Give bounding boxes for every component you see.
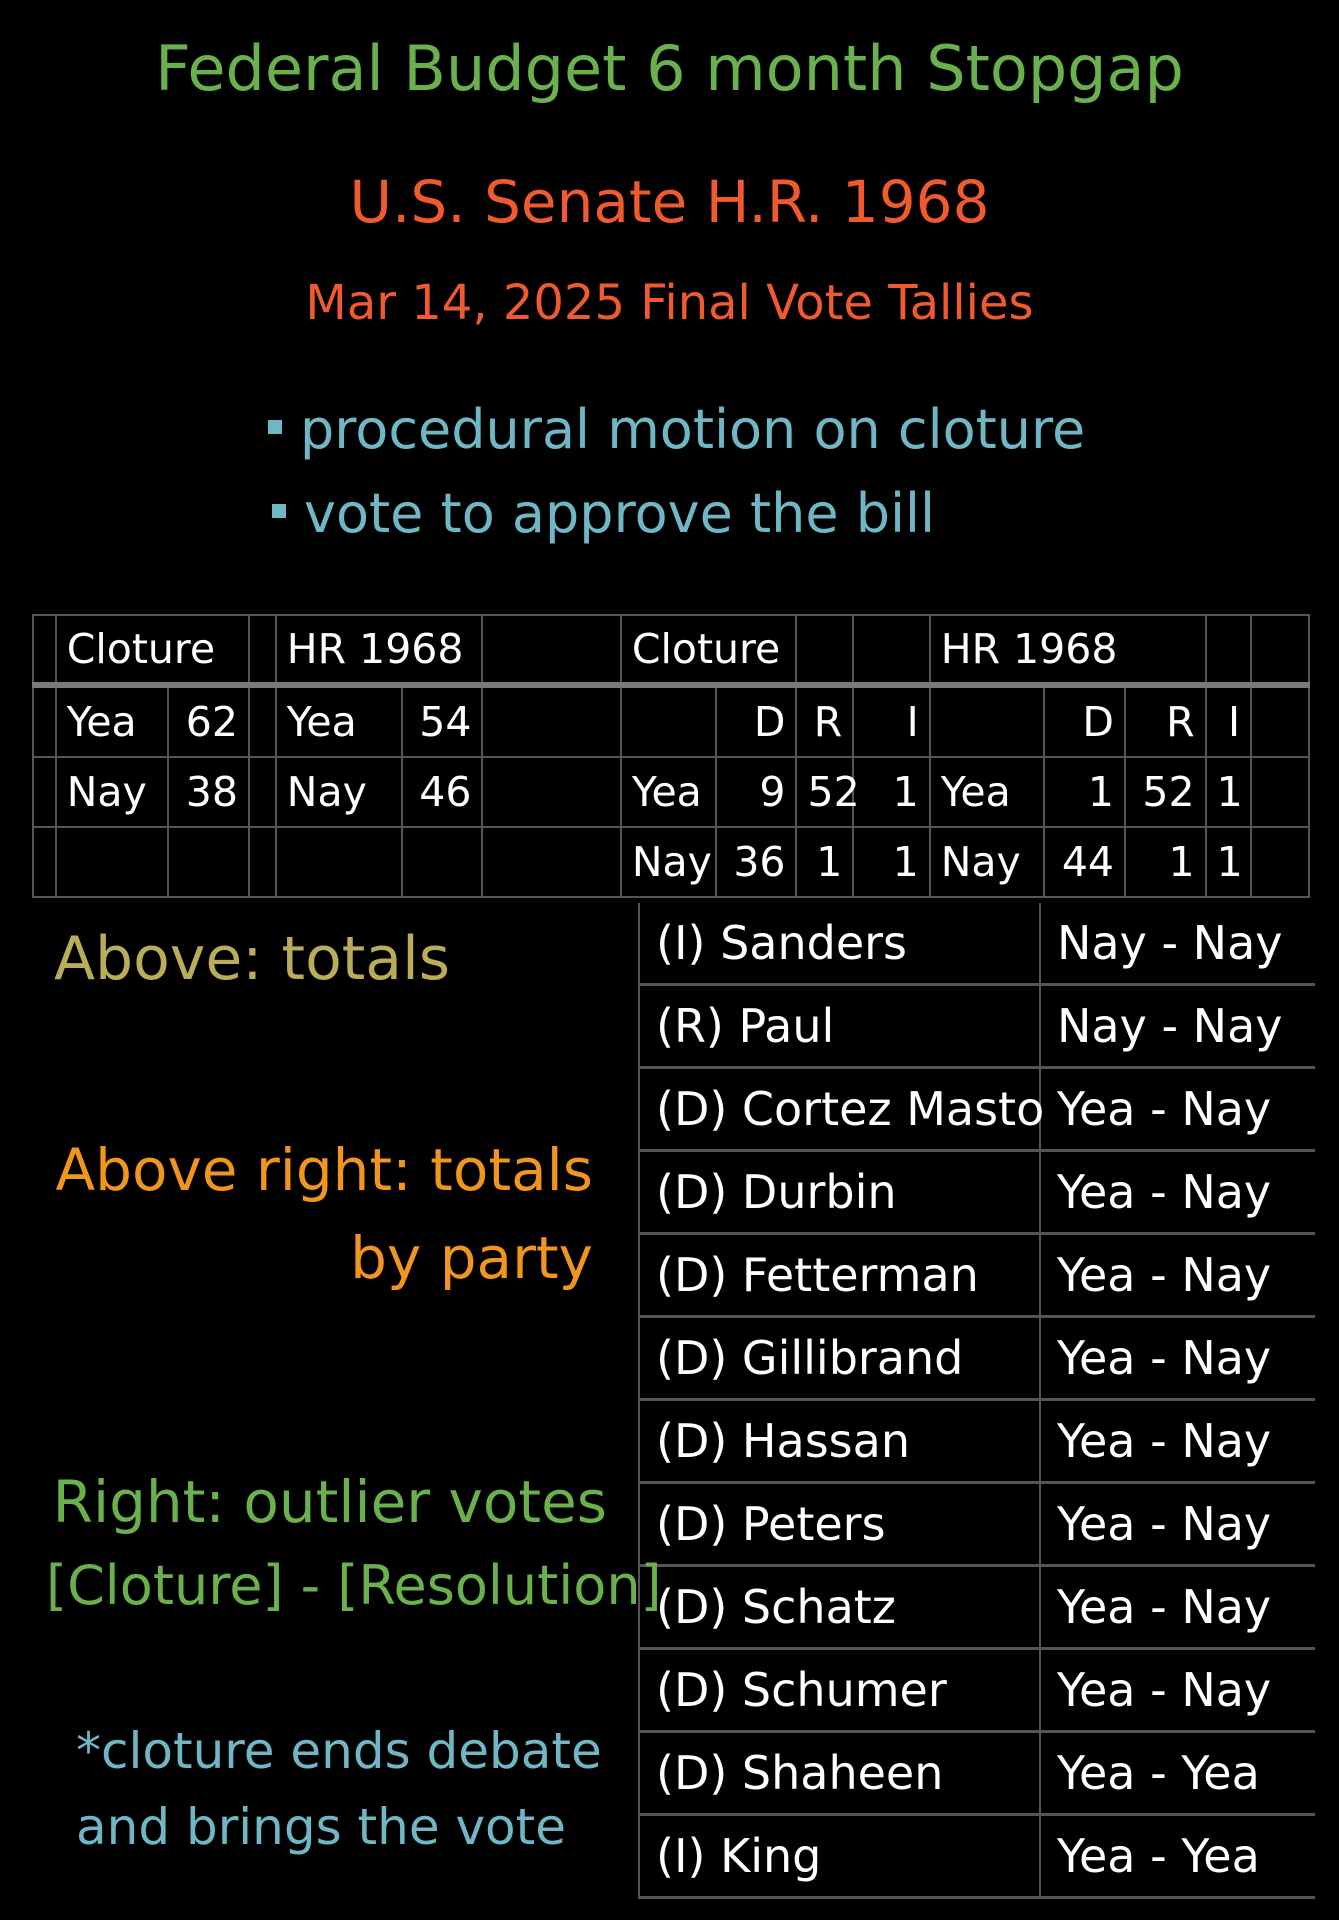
vote-tally-table: [32, 614, 1310, 898]
note-cloture: *cloture ends debate: [76, 1722, 602, 1780]
tally-cell: 62: [168, 685, 249, 757]
tally-cell: [402, 827, 483, 897]
bullet-text: vote to approve the bill: [304, 482, 936, 545]
senator-vote: Yea - Nay: [1040, 1649, 1315, 1732]
page-title: Federal Budget 6 month Stopgap: [155, 32, 1184, 105]
note-above: Above: totals: [54, 924, 451, 994]
tally-cell: Nay: [621, 827, 716, 897]
note-cloture-cont: and brings the vote: [76, 1798, 567, 1856]
tally-cell: 44: [1044, 827, 1125, 897]
tally-cell: D: [716, 685, 797, 757]
note-above-right-cont: by party: [350, 1224, 593, 1292]
senator-name: (I) Sanders: [639, 903, 1040, 985]
senator-name: (D) Schumer: [639, 1649, 1040, 1732]
tally-cell: Nay: [56, 757, 169, 827]
tally-cell: Yea: [930, 757, 1045, 827]
tally-row: [33, 827, 1309, 897]
bullet-text: procedural motion on cloture: [300, 398, 1086, 461]
tally-cell: R: [796, 685, 853, 757]
outlier-row: [639, 1400, 1315, 1483]
senator-name: (D) Shaheen: [639, 1732, 1040, 1815]
tally-cell: Yea: [56, 685, 169, 757]
senator-vote: Yea - Nay: [1040, 1566, 1315, 1649]
tally-cell: HR 1968: [930, 615, 1206, 685]
senator-vote: Nay - Nay: [1040, 903, 1315, 985]
senator-name: (D) Cortez Masto: [639, 1068, 1040, 1151]
tally-cell: [168, 827, 249, 897]
tally-cell: R: [1125, 685, 1206, 757]
tally-cell: 52: [796, 757, 853, 827]
tally-cell: [56, 827, 169, 897]
tally-cell: 52: [1125, 757, 1206, 827]
note-right: Right: outlier votes: [52, 1468, 607, 1536]
tally-cell: HR 1968: [276, 615, 483, 685]
outlier-row: [639, 1317, 1315, 1400]
tally-row: [33, 757, 1309, 827]
page-subtitle: U.S. Senate H.R. 1968: [349, 168, 990, 236]
tally-cell: 36: [716, 827, 797, 897]
tally-cell: 1: [853, 757, 929, 827]
tally-row: [33, 685, 1309, 757]
tally-cell: Cloture: [621, 615, 797, 685]
outlier-row: [639, 1649, 1315, 1732]
tally-cell: Cloture: [56, 615, 249, 685]
outlier-row: [639, 903, 1315, 985]
outlier-row: [639, 985, 1315, 1068]
outlier-row: [639, 1068, 1315, 1151]
note-above-right: Above right: totals: [55, 1136, 593, 1204]
senator-name: (I) King: [639, 1815, 1040, 1898]
note-right-legend: [Cloture] - [Resolution]: [46, 1554, 662, 1617]
tally-cell: 1: [853, 827, 929, 897]
senator-name: (D) Durbin: [639, 1151, 1040, 1234]
tally-cell: 1: [796, 827, 853, 897]
tally-cell: D: [1044, 685, 1125, 757]
bullet-item: [272, 482, 935, 545]
senator-vote: Yea - Nay: [1040, 1483, 1315, 1566]
bullet-square-icon: [272, 504, 286, 518]
outlier-row: [639, 1732, 1315, 1815]
senator-name: (D) Fetterman: [639, 1234, 1040, 1317]
tally-cell: Yea: [276, 685, 402, 757]
tally-cell: Yea: [621, 757, 716, 827]
outlier-row: [639, 1483, 1315, 1566]
senator-vote: Yea - Nay: [1040, 1234, 1315, 1317]
tally-cell: 54: [402, 685, 483, 757]
tally-header-row: [33, 615, 1309, 685]
tally-cell: [276, 827, 402, 897]
senator-vote: Yea - Nay: [1040, 1400, 1315, 1483]
tally-cell: [621, 685, 716, 757]
tally-cell: I: [1206, 685, 1251, 757]
outlier-votes-table: [638, 903, 1315, 1899]
tally-cell: 1: [1206, 757, 1251, 827]
outlier-row: [639, 1566, 1315, 1649]
senator-name: (D) Schatz: [639, 1566, 1040, 1649]
date-line: Mar 14, 2025 Final Vote Tallies: [305, 275, 1034, 331]
senator-name: (D) Peters: [639, 1483, 1040, 1566]
bullet-item: [268, 398, 1085, 461]
senator-vote: Nay - Nay: [1040, 985, 1315, 1068]
tally-cell: 1: [1206, 827, 1251, 897]
tally-cell: 1: [1125, 827, 1206, 897]
senator-name: (R) Paul: [639, 985, 1040, 1068]
senator-vote: Yea - Yea: [1040, 1732, 1315, 1815]
tally-cell: 38: [168, 757, 249, 827]
senator-name: (D) Gillibrand: [639, 1317, 1040, 1400]
tally-cell: 46: [402, 757, 483, 827]
senator-vote: Yea - Nay: [1040, 1068, 1315, 1151]
tally-cell: I: [853, 685, 929, 757]
senator-vote: Yea - Yea: [1040, 1815, 1315, 1898]
tally-cell: Nay: [930, 827, 1045, 897]
tally-cell: [930, 685, 1045, 757]
tally-cell: Nay: [276, 757, 402, 827]
senator-vote: Yea - Nay: [1040, 1317, 1315, 1400]
outlier-row: [639, 1151, 1315, 1234]
outlier-row: [639, 1234, 1315, 1317]
bullet-square-icon: [268, 420, 282, 434]
senator-vote: Yea - Nay: [1040, 1151, 1315, 1234]
tally-cell: 9: [716, 757, 797, 827]
outlier-row: [639, 1815, 1315, 1898]
tally-cell: 1: [1044, 757, 1125, 827]
senator-name: (D) Hassan: [639, 1400, 1040, 1483]
